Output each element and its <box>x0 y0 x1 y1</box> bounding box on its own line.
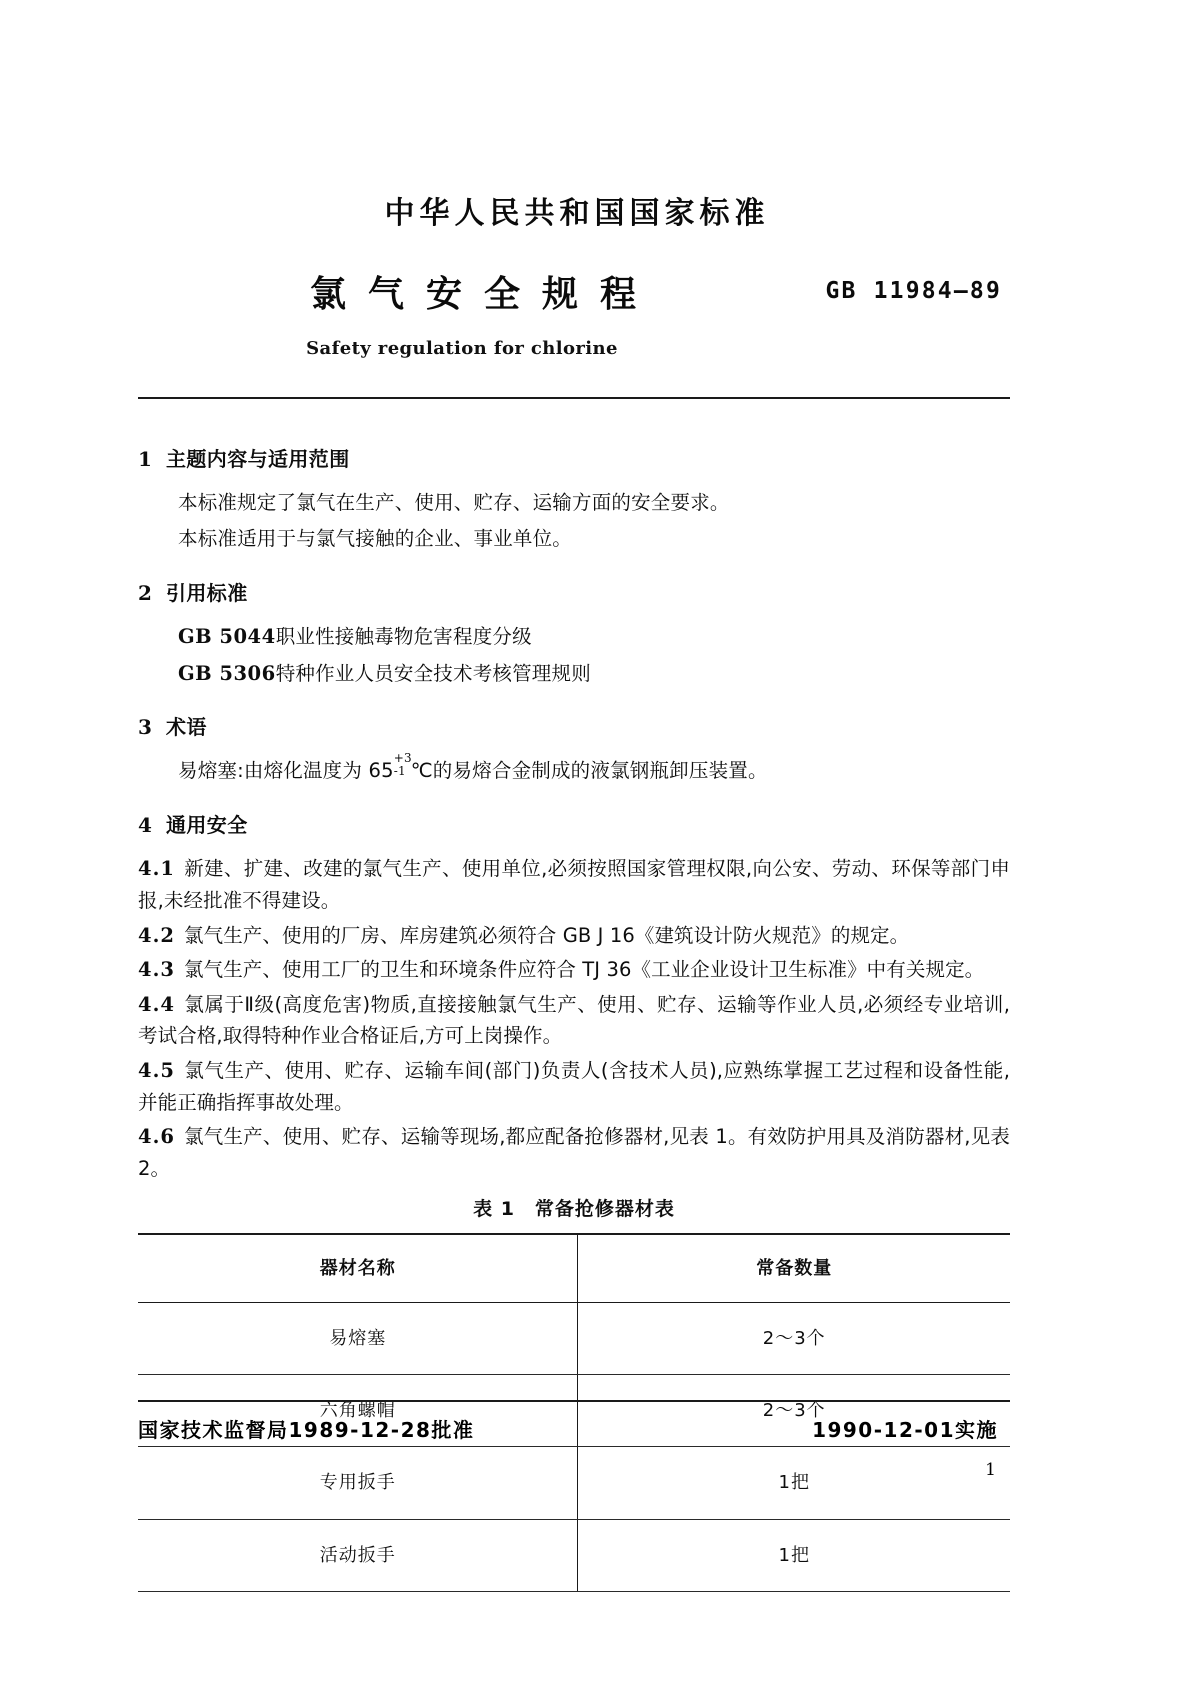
table-header-row <box>138 1234 1010 1303</box>
reference-standard-item <box>138 621 1010 653</box>
clause-number: 4.3 <box>138 958 175 982</box>
implementation-date: 1990-12-01实施 <box>812 1418 998 1442</box>
page-number: 1 <box>985 1460 996 1480</box>
cell-quantity: 1把 <box>578 1519 1010 1591</box>
cell-equipment-name: 易熔塞 <box>138 1303 578 1375</box>
cell-equipment-name: 专用扳手 <box>138 1447 578 1519</box>
section-title-2: 引用标准 <box>166 580 248 605</box>
title-row <box>138 266 1010 316</box>
clause-number: 4.1 <box>138 857 175 881</box>
term-definition-suffix: ℃的易熔合金制成的液氯钢瓶卸压装置。 <box>410 759 768 783</box>
clause-text: 氯气生产、使用工厂的卫生和环境条件应符合 TJ 36《工业企业设计卫生标准》中有关规定。 <box>184 958 985 982</box>
clause-text: 氯气生产、使用、贮存、运输等现场,都应配备抢修器材,见表 1。有效防护用具及消防器材,见表 2。 <box>138 1125 1010 1180</box>
reference-title: 职业性接触毒物危害程度分级 <box>275 624 532 648</box>
section-title-4: 通用安全 <box>166 813 248 838</box>
table-row <box>138 1519 1010 1591</box>
section-number-4: 4 <box>138 813 153 838</box>
clause <box>138 989 1010 1052</box>
clause-number: 4.4 <box>138 992 175 1016</box>
footer-divider <box>138 1400 1010 1402</box>
page-footer <box>138 1400 1010 1480</box>
page-title: 氯气安全规程 <box>309 274 658 315</box>
clause <box>138 853 1010 916</box>
masthead <box>138 0 1010 359</box>
approval-statement: 国家技术监督局1989-12-28批准 <box>138 1418 475 1442</box>
column-header-quantity: 常备数量 <box>578 1234 1010 1303</box>
section-number-1: 1 <box>138 447 153 471</box>
section-1-paragraph-1: 本标准规定了氯气在生产、使用、贮存、运输方面的安全要求。 <box>178 491 730 515</box>
section-number-3: 3 <box>138 715 153 740</box>
standard-code: GB 11984—89 <box>825 278 1002 304</box>
table-caption: 表 1 常备抢修器材表 <box>473 1198 675 1221</box>
section-title-1: 主题内容与适用范围 <box>166 447 350 471</box>
reference-standard-item <box>138 658 1010 690</box>
clause-text: 氯气生产、使用的厂房、库房建筑必须符合 GB J 16《建筑设计防火规范》的规定。 <box>184 923 910 947</box>
table-row <box>138 1447 1010 1519</box>
cell-quantity: 2～3个 <box>578 1303 1010 1375</box>
reference-code: GB 5044 <box>178 624 276 648</box>
clause-number: 4.2 <box>138 923 175 947</box>
cell-quantity: 1把 <box>578 1447 1010 1519</box>
cell-equipment-name: 活动扳手 <box>138 1519 578 1591</box>
section-heading-1 <box>138 443 1010 475</box>
section-heading-3 <box>138 711 1010 743</box>
section-title-3: 术语 <box>166 715 207 740</box>
clause <box>138 1121 1010 1184</box>
clause <box>138 954 1010 986</box>
page-content <box>138 0 1010 1592</box>
cell-quantity: 2～3个 <box>578 1375 1010 1447</box>
temperature-tolerance <box>393 751 412 779</box>
section-1-paragraph-2: 本标准适用于与氯气接触的企业、事业单位。 <box>178 526 573 550</box>
clause <box>138 920 1010 952</box>
reference-title: 特种作业人员安全技术考核管理规则 <box>275 661 591 685</box>
clause-text: 新建、扩建、改建的氯气生产、使用单位,必须按照国家管理权限,向公安、劳动、环保等部门申报,未经批准不得建设。 <box>138 857 1010 913</box>
footer-row <box>138 1414 1010 1443</box>
header-divider <box>138 397 1010 399</box>
tolerance-lower: -1 <box>393 764 406 779</box>
clause <box>138 1055 1010 1118</box>
section-heading-4 <box>138 809 1010 841</box>
cell-equipment-name: 六角螺帽 <box>138 1375 578 1447</box>
national-standard-header: 中华人民共和国国家标准 <box>384 196 770 231</box>
section-heading-2 <box>138 577 1010 609</box>
clause-number: 4.6 <box>138 1125 175 1149</box>
clause-text: 氯属于Ⅱ级(高度危害)物质,直接接触氯气生产、使用、贮存、运输等作业人员,必须经专业培训,考试合格,取得特种作业合格证后,方可上岗操作。 <box>138 992 1010 1048</box>
english-title: Safety regulation for chlorine <box>306 338 618 359</box>
clause-text: 氯气生产、使用、贮存、运输车间(部门)负责人(含技术人员),应熟练掌握工艺过程和设备性能,并能正确指挥事故处理。 <box>138 1058 1010 1114</box>
tolerance-upper: +3 <box>393 751 412 766</box>
section-number-2: 2 <box>138 580 153 605</box>
column-header-equipment-name: 器材名称 <box>138 1234 578 1303</box>
clause-number: 4.5 <box>138 1058 175 1082</box>
reference-code: GB 5306 <box>178 661 276 685</box>
table-row <box>138 1303 1010 1375</box>
term-definition <box>138 751 1010 787</box>
term-definition-prefix: 易熔塞:由熔化温度为 65 <box>178 759 394 783</box>
